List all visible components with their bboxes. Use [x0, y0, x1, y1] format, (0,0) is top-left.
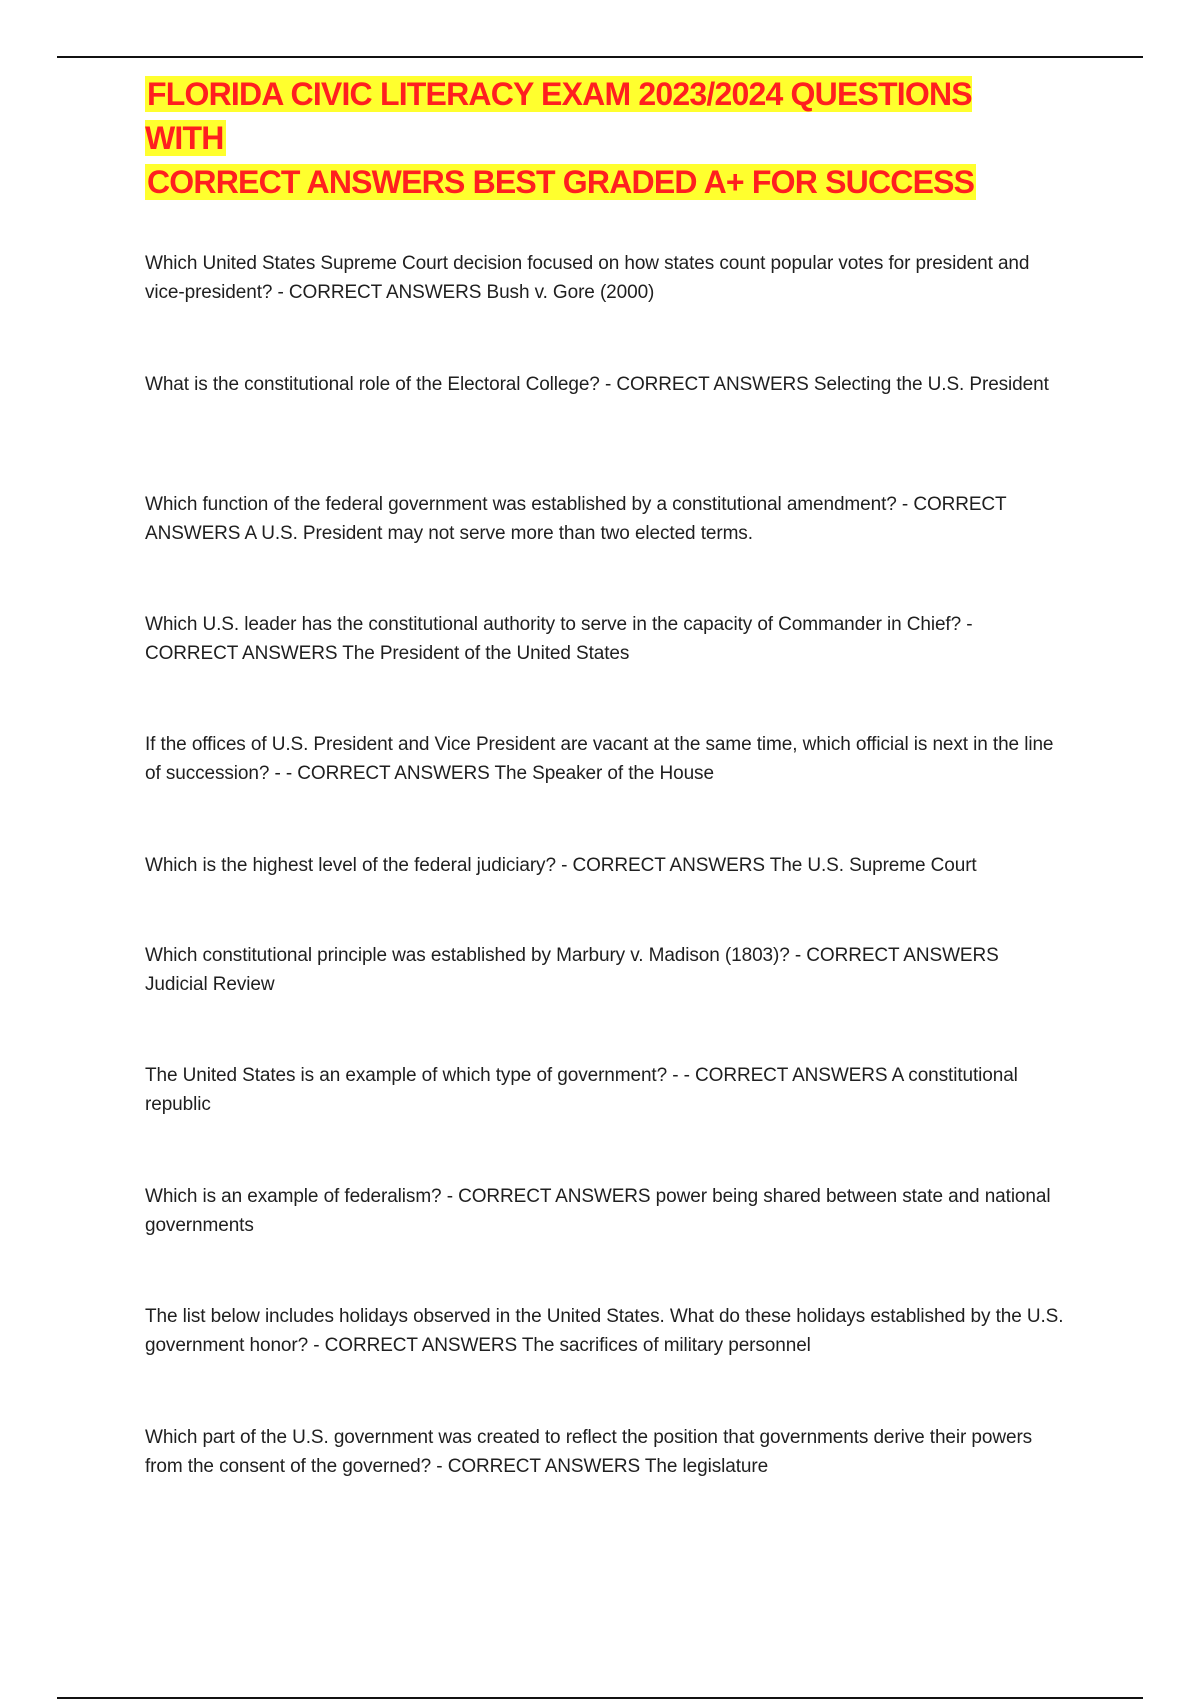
qa-list [145, 0, 1065, 1700]
qa-item-5: If the offices of U.S. President and Vice President are vacant at the same time, which official is next in the line of succession? - - CORRECT ANSWERS The Speaker of the House [145, 734, 1054, 784]
qa-item-7: Which constitutional principle was established by Marbury v. Madison (1803)? - CORRECT ANSWERS Judicial Review [145, 945, 999, 995]
qa-item-9: Which is an example of federalism? - CORRECT ANSWERS power being shared between state and national governments [145, 1186, 1051, 1236]
qa-item-8: The United States is an example of which type of government? - - CORRECT ANSWERS A constitutional republic [145, 1065, 1018, 1115]
bottom-rule [57, 1697, 1143, 1699]
qa-item-10: The list below includes holidays observed in the United States. What do these holidays established by the U.S. government honor? - CORRECT ANSWERS The sacrifices of military personnel [145, 1306, 1064, 1356]
qa-item-2: What is the constitutional role of the Electoral College? - CORRECT ANSWERS Selecting the U.S. President [145, 374, 1049, 395]
qa-item-1: Which United States Supreme Court decision focused on how states count popular votes for president and vice-president? - CORRECT ANSWERS Bush v. Gore (2000) [145, 253, 1030, 303]
title-line-1: FLORIDA CIVIC LITERACY EXAM 2023/2024 QUESTIONS WITH [145, 76, 972, 156]
qa-item-3: Which function of the federal government was established by a constitutional amendment? - CORRECT ANSWERS A U.S. President may not serve more than two elected terms. [145, 494, 1007, 544]
qa-item-6: Which is the highest level of the federal judiciary? - CORRECT ANSWERS The U.S. Supreme Court [145, 855, 977, 876]
title-line-2: CORRECT ANSWERS BEST GRADED A+ FOR SUCCESS [147, 164, 975, 200]
qa-item-4: Which U.S. leader has the constitutional authority to serve in the capacity of Commander in Chief? - CORRECT ANSWERS The President of the United States [145, 614, 973, 664]
qa-item-11: Which part of the U.S. government was created to reflect the position that governments derive their powers from the consent of the governed? - CORRECT ANSWERS The legislature [145, 1427, 1033, 1477]
